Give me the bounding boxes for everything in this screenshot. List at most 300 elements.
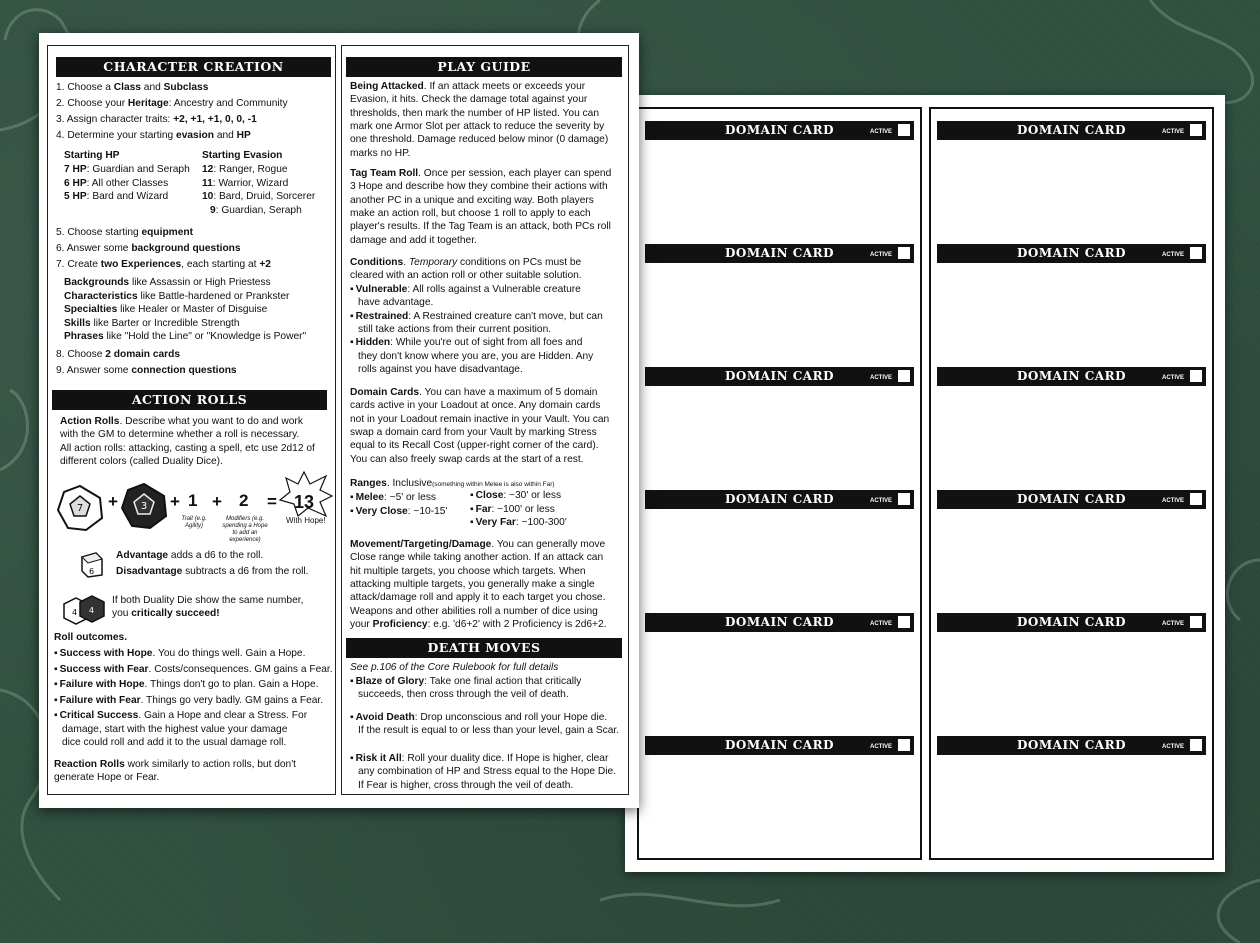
roll-outcome-part: . Costs/consequences. GM gains a Fear. [148,663,333,675]
experience-type-part: like "Hold the Line" or "Knowledge is Power" [103,331,307,342]
starting-evasion-heading: Starting Evasion [202,150,283,161]
action-rolls-text: . Describe what you want to do and work [119,416,303,427]
domain-card-active-label: ACTIVE [1161,621,1184,627]
plus-sign: + [170,492,180,511]
domain-card-header [645,121,914,140]
movement-rule [350,578,595,591]
domain-card-active-checkbox[interactable] [897,369,911,383]
modifier-value: 2 [239,491,249,510]
reaction-rolls-rule [54,771,159,784]
d6-icon [78,551,106,579]
creation-step-part: 2 domain cards [105,349,181,360]
action-rolls-intro-line-text: different colors (called Duality Dice). [60,455,223,467]
roll-outcome-part: . Things don't go to plan. Gain a Hope. [144,679,319,690]
domain-cards-rule-text: . You can have a maximum of 5 domain [419,387,598,398]
domain-card-active-label: ACTIVE [1161,744,1184,750]
creation-step-part: Subclass [163,82,209,93]
condition-item [358,350,593,363]
domain-card-header [645,367,914,386]
domain-card-sheet [625,95,1225,872]
movement-rule [350,591,605,604]
domain-cards-rule-text: equal to its Recall Cost (upper-right corner of the card). [350,440,599,452]
panel-creation-actions [47,45,336,795]
roll-total: 13 [294,492,315,512]
svg-text:4: 4 [89,606,95,615]
starting-evasion-row-part: : Guardian, Seraph [215,204,302,216]
disadvantage-rule [116,565,309,578]
experience-type [64,276,271,289]
creation-step-part: connection questions [131,365,237,376]
range-band-part: Very Close [355,506,408,517]
domain-card-active-checkbox[interactable] [1189,246,1203,260]
domain-card-active-label: ACTIVE [1161,375,1184,381]
proficiency-text: : e.g. 'd6+2' with 2 Proficiency is 2d6+2. [427,618,607,630]
creation-step-part: and [214,130,237,141]
action-rolls-intro-line-text: All action rolls: attacking, casting a spell, etc use 2d12 of [60,442,315,454]
creation-step-part: Heritage [127,98,169,109]
domain-card-active-label: ACTIVE [1161,252,1184,258]
advantage-rule-part: Advantage [116,550,169,561]
conditions-rule-term: Conditions [350,257,404,268]
experience-type-part: Characteristics [64,290,138,302]
movement-rule-text: Weapons and other abilities roll a number of dice using [350,605,598,617]
domain-card-active-label: ACTIVE [869,375,892,381]
action-rolls-intro-line-text: with the GM to determine whether a roll is necessary. [60,429,300,441]
movement-rule [350,565,586,578]
condition-text: they don't know where you are, you are Hidden. Any [358,350,594,362]
tag-team-rule-text: . Once per session, each player can spend [418,168,612,179]
condition-text: have advantage. [358,297,434,309]
death-move [350,675,581,688]
domain-card-header [937,367,1206,386]
domain-card-header [937,736,1206,755]
domain-card-title: DOMAIN CARD [725,738,834,752]
roll-outcome-continued [62,723,287,736]
domain-card-active-label: ACTIVE [869,744,892,750]
roll-outcome [54,663,333,676]
movement-rule-text: attacking multiple targets, you generally make a single [350,578,595,590]
creation-step-part: 2. Choose your [56,98,128,109]
tag-team-rule-text: damage and add it together. [350,234,477,246]
domain-card-title: DOMAIN CARD [1017,246,1126,260]
domain-card-active-label: ACTIVE [869,621,892,627]
domain-card-title: DOMAIN CARD [1017,369,1126,383]
range-band-part: : ~100-300' [515,517,567,528]
movement-rule-text: your [350,618,373,630]
range-band-part: Close [475,490,504,501]
starting-evasion-row [210,204,302,217]
condition-name: Vulnerable [355,284,408,295]
range-band-part: Very Far [475,517,516,528]
experience-type-part: like Assassin or High Priestess [129,277,271,288]
roll-outcome-part: Success with Fear [59,663,149,675]
domain-card-active-checkbox[interactable] [1189,123,1203,137]
reaction-rolls-text: generate Hope or Fear. [54,772,160,783]
action-rolls-intro-line [60,428,299,441]
range-band-part: Far [475,503,492,515]
critical-rule-text: If both Duality Die show the same number, [112,595,304,606]
starting-evasion-row-part: : Warrior, Wizard [212,177,289,189]
starting-evasion-row-part: 11 [202,177,213,189]
domain-card-title: DOMAIN CARD [725,615,834,629]
being-attacked-rule [350,133,608,146]
equals-sign: = [267,492,277,511]
range-band [470,516,567,529]
creation-step-part: HP [236,130,251,141]
critical-rule [112,607,220,620]
roll-outcome-text: dice could roll and add it to the usual damage roll. [62,737,287,749]
creation-step-part: evasion [176,130,214,141]
ranges-text: . Inclusive [386,478,433,489]
svg-text:6: 6 [89,567,95,576]
domain-card-header [645,490,914,509]
range-band-part: Melee [355,492,384,503]
domain-card-title: DOMAIN CARD [725,123,834,137]
starting-hp-heading: Starting HP [64,150,120,161]
movement-rule-text: hit multiple targets, you choose which targets. When [350,565,586,577]
reaction-rolls-text: work similarly to action rolls, but don't [124,759,296,770]
conditions-rule-emphasis: Temporary [408,257,458,268]
tag-team-rule [350,220,611,233]
starting-hp-row [64,163,190,176]
domain-card-active-label: ACTIVE [1161,129,1184,135]
domain-card-active-checkbox[interactable] [1189,615,1203,629]
separator: . [403,257,409,268]
domain-card-active-label: ACTIVE [869,498,892,504]
creation-step-part: two Experiences [100,259,182,270]
experience-type [64,317,240,330]
starting-evasion-row-part: : Ranger, Rogue [213,164,288,175]
being-attacked-rule-text: mark one Armor Slot per attack to reduce the severity by [350,120,605,132]
trait-label: Trait (e.g. Agility) [181,516,207,529]
condition-item [350,283,581,296]
plus-sign: + [108,492,118,511]
reaction-rolls-term: Reaction Rolls [54,759,125,770]
disadvantage-rule-part: subtracts a d6 from the roll. [182,566,309,577]
creation-step-part: +2 [259,259,271,270]
movement-rule [350,605,598,618]
starting-hp-row-part: 5 HP [64,191,87,202]
character-creation-heading: CHARACTER CREATION [56,57,331,77]
condition-name: Restrained [355,310,409,322]
action-rolls-intro-line [60,455,223,468]
movement-rule [350,551,603,564]
advantage-rule [116,549,263,562]
creation-step-part: : Ancestry and Community [168,98,288,109]
reference-sheet [39,33,639,808]
disadvantage-rule-part: Disadvantage [116,566,183,577]
domain-card-title: DOMAIN CARD [725,246,834,260]
range-band [470,503,555,516]
range-band-part: : ~100' or less [491,503,555,515]
starting-hp-row-part: : Guardian and Seraph [86,164,190,175]
domain-card-active-checkbox[interactable] [1189,369,1203,383]
ranges-note: (something within Melee is also within Far) [432,481,555,488]
domain-card-active-checkbox[interactable] [897,615,911,629]
domain-card-title: DOMAIN CARD [1017,615,1126,629]
starting-evasion-row [202,190,315,203]
creation-step-part: 6. Answer some [56,243,132,254]
roll-outcome-part: . Things go very badly. GM gains a Fear. [140,694,324,706]
proficiency-term: Proficiency [372,618,428,630]
condition-text: rolls against you have disadvantage. [358,363,523,375]
death-move-text: If the result is equal to or less than your level, gain a Scar. [358,725,620,737]
domain-card-column-left [637,107,922,860]
tag-team-rule [350,167,611,180]
roll-outcome [54,694,323,707]
being-attacked-rule-text: one threshold. Damage reduced below minor (0 damage) [350,134,609,146]
domain-card-title: DOMAIN CARD [1017,738,1126,752]
experience-type-part: Skills [64,317,91,329]
death-move-name: Risk it All [355,753,402,764]
domain-card-active-checkbox[interactable] [1189,738,1203,752]
domain-cards-rule-text: You can also freely swap cards at the start of a rest. [350,453,584,465]
creation-step [56,226,193,239]
movement-rule [350,538,605,551]
being-attacked-rule [350,120,604,133]
roll-outcome-part: Failure with Hope [59,679,145,690]
roll-outcome-part: . You do things well. Gain a Hope. [152,648,306,659]
condition-name: Hidden [355,337,391,349]
domain-card-title: DOMAIN CARD [725,369,834,383]
starting-hp-row-part: 7 HP [64,164,87,175]
being-attacked-rule [350,93,587,106]
death-move-text: If Fear is higher, cross through the veil of death. [358,779,574,791]
roll-outcomes-heading: Roll outcomes. [54,632,128,643]
movement-rule-term: Movement/Targeting/Damage [350,539,492,550]
being-attacked-rule-text: . If an attack meets or exceeds your [423,81,586,92]
roll-outcome-part: . Gain a Hope and clear a Stress. For [138,710,308,721]
roll-outcome-part: Success with Hope [59,648,153,659]
roll-outcome [54,709,307,722]
conditions-rule [350,269,582,282]
svg-text:3: 3 [140,501,148,512]
creation-step-part: , each starting at [181,259,260,270]
range-band [350,491,436,504]
critical-rule-term: critically succeed! [131,608,220,619]
domain-cards-rule [350,453,584,466]
domain-card-header [937,244,1206,263]
conditions-rule-text: conditions on PCs must be [457,257,582,268]
tag-team-rule [350,180,608,193]
domain-cards-rule-text: not in your Loadout remain inactive in your Vault. You can [350,413,610,425]
roll-total-label: With Hope! [286,516,326,525]
range-band-part: : ~30' or less [503,490,562,501]
critical-rule-text: you [112,608,132,619]
being-attacked-rule-text: marks no HP. [350,147,411,159]
action-rolls-term: Action Rolls [60,416,120,427]
starting-evasion-row-part: 10 [202,191,214,202]
tag-team-rule-text: player's results. If the Tag Team is an attack, both PCs roll [350,221,611,233]
roll-outcome-part: Critical Success [59,710,139,721]
experience-type [64,290,289,303]
domain-card-active-label: ACTIVE [869,252,892,258]
movement-rule-text: Close range while taking another action. If an attack can [350,552,604,564]
domain-card-active-checkbox[interactable] [897,738,911,752]
roll-outcome [54,647,305,660]
experience-type [64,330,306,343]
starting-evasion-row-part: 9 [210,204,216,216]
domain-card-active-checkbox[interactable] [897,246,911,260]
death-moves-note: See p.106 of the Core Rulebook for full details [350,662,559,673]
creation-step-part: 5. Choose starting [56,227,142,238]
condition-text: : While you're out of sight from all foes and [390,337,583,349]
domain-card-column-right [929,107,1214,860]
creation-step [56,348,180,361]
creation-step [56,258,271,271]
domain-card-active-checkbox[interactable] [897,123,911,137]
starting-evasion-row [202,163,288,176]
domain-card-title: DOMAIN CARD [1017,123,1126,137]
tag-team-rule [350,207,591,220]
tag-team-rule [350,234,477,247]
creation-step-part: and [140,82,164,93]
movement-rule-text: . You can generally move [491,539,606,550]
experience-type-part: like Battle-hardened or Prankster [137,290,290,302]
domain-cards-rule [350,413,609,426]
condition-item [358,296,433,309]
creation-step [56,129,251,142]
condition-item [358,323,551,336]
condition-item [358,363,523,376]
death-move-name: Blaze of Glory [355,676,425,687]
being-attacked-rule [350,80,585,93]
experience-type [64,303,267,316]
being-attacked-rule [350,147,410,160]
reaction-rolls-rule [54,758,296,771]
creation-step-part: equipment [141,227,194,238]
death-move [358,724,619,737]
roll-outcome-part: Failure with Fear [59,694,141,706]
action-rolls-intro [60,415,303,428]
domain-cards-rule [350,399,600,412]
starting-evasion-row-part: 12 [202,164,214,175]
creation-step [56,113,257,126]
movement-rule [350,618,606,631]
creation-step-part: 4. Determine your starting [56,130,177,141]
domain-cards-rule-text: cards active in your Loadout at once. Any domain cards [350,400,601,412]
creation-step-part: 1. Choose a [56,82,114,93]
experience-type-part: Phrases [64,331,104,342]
death-move-text: : Take one final action that critically [424,676,582,687]
death-move-text: : Roll your duality dice. If Hope is higher, clear [401,753,609,764]
conditions-rule [350,256,581,269]
domain-cards-rule-text: swap a domain card from your Vault by marking Stress [350,426,597,438]
being-attacked-rule-text: thresholds, then mark the number of HP listed. You can [350,107,599,119]
condition-text: : All rolls against a Vulnerable creature [407,284,581,295]
range-band [350,505,447,518]
tag-team-rule-text: 3 Hope and describe how they combine their actions with [350,181,608,193]
domain-card-active-label: ACTIVE [869,129,892,135]
domain-card-title: DOMAIN CARD [725,492,834,506]
action-rolls-intro-line [60,442,315,455]
svg-text:4: 4 [72,608,78,617]
condition-text: still take actions from their current position. [358,323,552,335]
range-band-part: : ~5' or less [383,492,437,503]
roll-outcome-continued [62,736,286,749]
critical-rule [112,594,303,607]
being-attacked-rule-term: Being Attacked [350,81,424,92]
death-move-name: Avoid Death [355,712,415,723]
play-guide-heading: PLAY GUIDE [346,57,622,77]
plus-sign: + [212,492,222,511]
domain-cards-rule [350,439,599,452]
panel-play-guide [341,45,629,795]
domain-card-active-label: ACTIVE [1161,498,1184,504]
conditions-rule-text: cleared with an action roll or other suitable solution. [350,270,582,282]
domain-cards-rule-term: Domain Cards [350,387,420,398]
starting-hp-row-part: 6 HP [64,177,87,189]
domain-card-active-checkbox[interactable] [897,492,911,506]
roll-outcome-text: damage, start with the highest value your damage [62,724,288,735]
tag-team-rule [350,194,594,207]
starting-evasion-row [202,177,288,190]
tag-team-rule-text: another PC in a unique and exciting way. Both players [350,194,594,206]
starting-evasion-row-part: : Bard, Druid, Sorcerer [213,191,316,202]
starting-hp-row [64,177,168,190]
condition-item [350,336,582,349]
duality-dice-icon [62,594,108,628]
condition-item [350,310,603,323]
roll-outcome [54,678,318,691]
action-rolls-heading: ACTION ROLLS [52,390,327,410]
being-attacked-rule [350,107,599,120]
starting-hp-row [64,190,168,203]
creation-step-part: background questions [131,243,241,254]
advantage-rule-part: adds a d6 to the roll. [168,550,264,561]
death-move [358,688,569,701]
domain-card-header [937,490,1206,509]
starting-hp-row-part: : Bard and Wizard [86,191,169,202]
death-move-text: : Drop unconscious and roll your Hope die. [414,712,608,723]
movement-rule-text: attack/damage roll and apply it to each target you chose. [350,592,606,604]
domain-card-header [937,613,1206,632]
domain-card-title: DOMAIN CARD [1017,492,1126,506]
creation-step-part: 7. Create [56,259,101,270]
death-move-text: any combination of HP and Stress equal to the Hope Die. [358,766,617,778]
experience-type-part: like Healer or Master of Disguise [117,304,268,315]
death-move [358,765,616,778]
ranges-term: Ranges [350,478,387,489]
creation-step-part: 8. Choose [56,349,106,360]
death-move [350,711,607,724]
condition-text: : A Restrained creature can't move, but can [408,310,603,322]
death-move-text: succeeds, then cross through the veil of death. [358,689,569,701]
fear-die-icon [120,482,168,530]
death-moves-heading: DEATH MOVES [346,638,622,658]
domain-cards-rule [350,386,597,399]
domain-card-header [645,613,914,632]
range-band [470,489,561,502]
creation-step [56,242,241,255]
creation-step-part: 3. Assign character traits: [56,114,174,125]
experience-type-part: Specialties [64,304,118,315]
trait-value: 1 [188,491,198,510]
domain-card-header [645,736,914,755]
tag-team-rule-term: Tag Team Roll [350,168,419,179]
domain-card-header [937,121,1206,140]
experience-type-part: like Barter or Incredible Strength [90,317,240,329]
domain-card-active-checkbox[interactable] [1189,492,1203,506]
hope-die-icon [56,484,104,532]
modifier-label: Modifiers (e.g. spending a Hope to add an experience) [222,516,268,543]
domain-card-header [645,244,914,263]
experience-type-part: Backgrounds [64,277,130,288]
creation-step-part: Class [113,82,141,93]
creation-step [56,81,208,94]
tag-team-rule-text: make an action roll, but choose 1 roll to apply to each [350,207,591,219]
range-band-part: : ~10-15' [407,506,448,517]
